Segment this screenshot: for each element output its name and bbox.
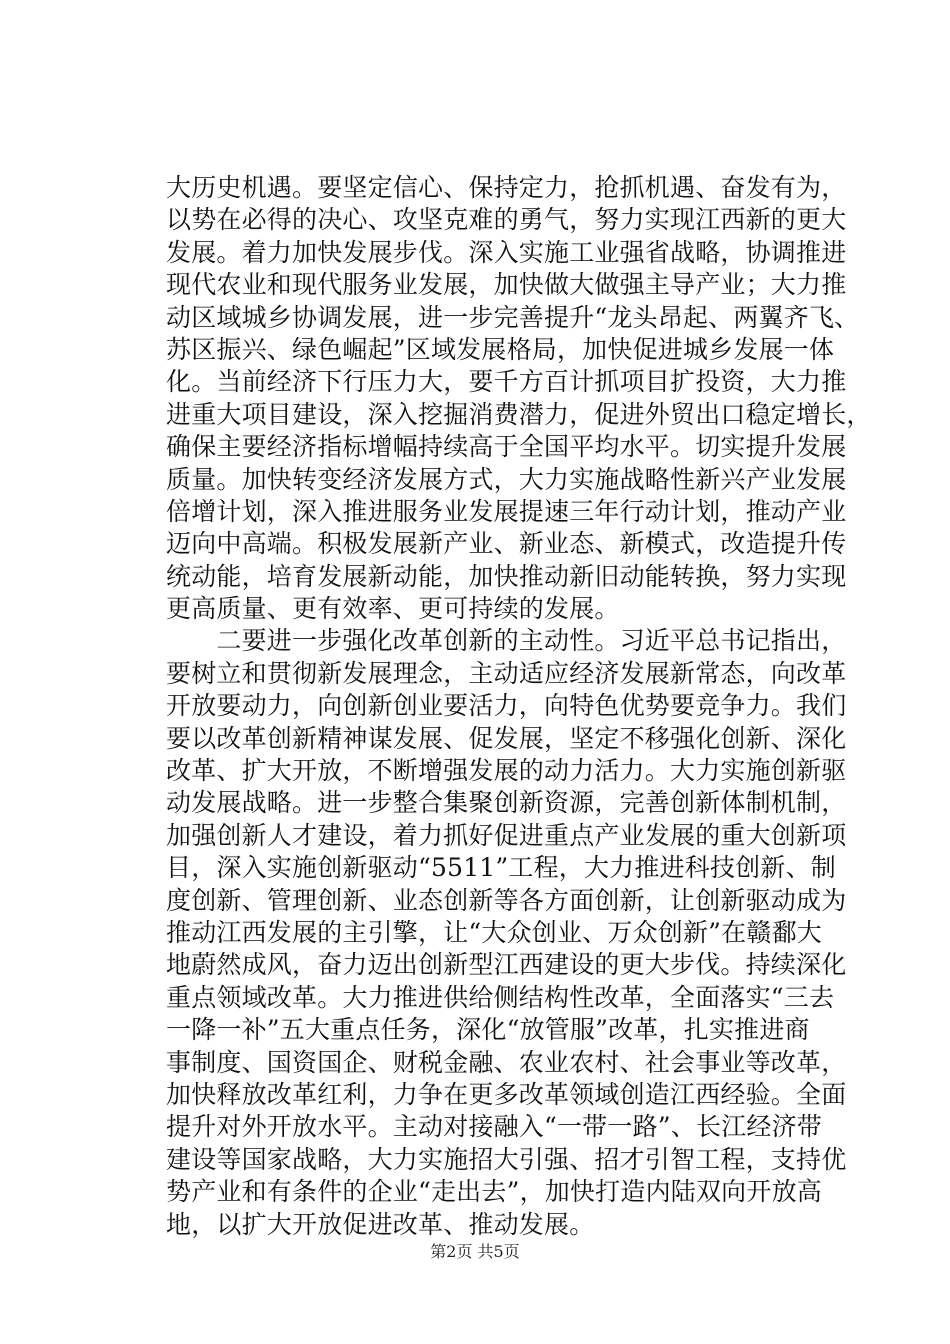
text-line: 加快释放改革红利，力争在更多改革领域创造江西经验。全面 [166, 1079, 847, 1109]
text-line: 质量。加快转变经济发展方式，大力实施战略性新兴产业发展 [166, 464, 847, 494]
text-line: 一降一补”五大重点任务，深化“放管服”改革，扎实推进商 [166, 1015, 810, 1045]
text-line: 要树立和贯彻新发展理念，主动适应经济发展新常态，向改革 [166, 658, 847, 688]
text-line: 统动能，培育发展新动能，加快推动新旧动能转换，努力实现 [166, 561, 847, 591]
text-line: 二要进一步强化改革创新的主动性。习近平总书记指出， [166, 626, 847, 656]
text-line: 度创新、管理创新、业态创新等各方面创新，让创新驱动成为 [166, 885, 847, 915]
text-line: 势产业和有条件的企业“走出去”，加快打造内陆双向开放高 [166, 1177, 822, 1207]
text-line: 目，深入实施创新驱动“5511”工程，大力推进科技创新、制 [166, 853, 836, 883]
text-line: 动区域城乡协调发展，进一步完善提升“龙头昂起、两翼齐飞、 [166, 302, 860, 332]
text-line: 地蔚然成风，奋力迈出创新型江西建设的更大步伐。持续深化 [166, 950, 847, 980]
text-line: 现代农业和现代服务业发展，加快做大做强主导产业；大力推 [166, 270, 847, 300]
text-line: 倍增计划，深入推进服务业发展提速三年行动计划，推动产业 [166, 496, 847, 526]
text-line: 推动江西发展的主引擎，让“大众创业、万众创新”在赣鄱大 [166, 917, 822, 947]
text-line: 迈向中高端。积极发展新产业、新业态、新模式，改造提升传 [166, 529, 847, 559]
body-text [166, 172, 872, 1241]
text-line: 事制度、国资国企、财税金融、农业农村、社会事业等改革， [166, 1047, 847, 1077]
text-line: 化。当前经济下行压力大，要千方百计抓项目扩投资，大力推 [166, 367, 847, 397]
text-line: 建设等国家战略，大力实施招大引强、招才引智工程，支持优 [166, 1144, 847, 1174]
text-line: 大历史机遇。要坚定信心、保持定力，抢抓机遇、奋发有为， [166, 173, 847, 202]
text-line: 要以改革创新精神谋发展、促发展，坚定不移强化创新、深化 [166, 723, 847, 753]
text-line: 苏区振兴、绿色崛起”区域发展格局，加快促进城乡发展一体 [166, 334, 835, 364]
text-line: 进重大项目建设，深入挖掘消费潜力，促进外贸出口稳定增长， [166, 399, 872, 429]
text-line: 地，以扩大开放促进改革、推动发展。 [166, 1209, 595, 1239]
text-line: 以势在必得的决心、攻坚克难的勇气，努力实现江西新的更大 [166, 205, 847, 235]
text-line: 改革、扩大开放，不断增强发展的动力活力。大力实施创新驱 [166, 756, 847, 786]
page-footer: 第2页 共5页 [430, 1242, 520, 1261]
text-line: 动发展战略。进一步整合集聚创新资源，完善创新体制机制， [166, 788, 847, 818]
text-line: 重点领域改革。大力推进供给侧结构性改革，全面落实“三去 [166, 982, 835, 1012]
text-line: 提升对外开放水平。主动对接融入“一带一路”、长江经济带 [166, 1112, 822, 1142]
text-line: 发展。着力加快发展步伐。深入实施工业强省战略，协调推进 [166, 237, 847, 267]
text-line: 更高质量、更有效率、更可持续的发展。 [166, 594, 620, 624]
text-line: 确保主要经济指标增幅持续高于全国平均水平。切实提升发展 [166, 432, 847, 462]
text-line: 加强创新人才建设，着力抓好促进重点产业发展的重大创新项 [166, 820, 847, 850]
text-line: 开放要动力，向创新创业要活力，向特色优势要竞争力。我们 [166, 691, 847, 721]
